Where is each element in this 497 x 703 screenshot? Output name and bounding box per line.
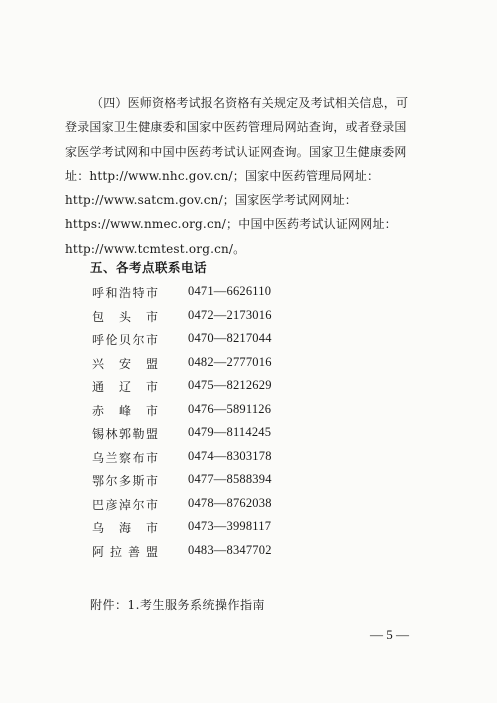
contact-phone: 0475—8212629 — [188, 378, 272, 392]
contact-row — [92, 425, 332, 449]
contact-row — [92, 308, 332, 332]
paragraph-line: 家医学考试网和中国中医药考试认证网查询。国家卫生健康委网 — [65, 144, 407, 159]
contact-row — [92, 519, 332, 543]
contact-city: 鄂 尔 多 斯 市 — [92, 474, 158, 488]
contact-phone: 0476—5891126 — [188, 401, 272, 416]
contact-phone: 0472—2173016 — [188, 307, 272, 322]
contact-row — [92, 355, 332, 379]
contact-row — [92, 449, 332, 473]
contact-city: 乌 兰 察 布 市 — [92, 450, 158, 465]
contact-city: 呼 和 浩 特 市 — [92, 286, 158, 300]
paragraph-line: https://www.nmec.org.cn/；中国中医药考试认证网网址： — [65, 217, 397, 232]
contact-phone: 0477—8588394 — [188, 472, 272, 486]
contact-phone: 0483—8347702 — [188, 542, 272, 557]
contact-row — [92, 378, 332, 402]
page-number: — 5 — — [370, 627, 409, 642]
contact-city: 通 辽 市 — [92, 380, 158, 394]
contact-city: 乌 海 市 — [92, 521, 158, 535]
contact-phone: 0482—2777016 — [188, 354, 272, 369]
contact-city: 呼 伦 贝 尔 市 — [92, 333, 158, 347]
paragraph-line: http://www.tcmtest.org.cn/。 — [65, 241, 246, 256]
contact-city: 赤 峰 市 — [92, 403, 158, 418]
contact-phone: 0478—8762038 — [188, 495, 272, 510]
contact-phone: 0470—8217044 — [188, 331, 272, 345]
contact-row — [92, 331, 332, 355]
paragraph-line: （四）医师资格考试报名资格有关规定及考试相关信息，可 — [91, 96, 409, 110]
contact-city: 锡 林 郭 勒 盟 — [92, 427, 158, 441]
exam-info-paragraph — [65, 91, 441, 261]
contact-row — [92, 402, 332, 426]
section-title: 五、各考点联系电话 — [90, 260, 208, 275]
contact-city: 兴 安 盟 — [92, 356, 158, 371]
contact-row — [92, 496, 332, 520]
contact-phone: 0473—3998117 — [188, 519, 272, 533]
paragraph-line: http://www.satcm.gov.cn/；国家医学考试网网址： — [65, 193, 358, 208]
attachment-note: 附件：1.考生服务系统操作指南 — [90, 598, 265, 612]
contact-phone: 0474—8303178 — [188, 448, 272, 463]
contact-row — [92, 472, 332, 496]
paragraph-line: 登录国家卫生健康委和国家中医药管理局网站查询，或者登录国 — [65, 120, 407, 135]
contact-city: 包 头 市 — [92, 309, 158, 324]
contact-row — [92, 543, 332, 567]
contact-phone: 0471—6626110 — [188, 284, 272, 298]
contact-city: 巴 彦 淖 尔 市 — [92, 497, 158, 512]
paragraph-line: 址：http://www.nhc.gov.cn/；国家中医药管理局网址： — [65, 168, 380, 183]
contact-list — [92, 284, 332, 566]
contact-row — [92, 284, 332, 308]
contact-city: 阿 拉 善 盟 — [92, 544, 158, 559]
contact-phone: 0479—8114245 — [188, 425, 272, 439]
